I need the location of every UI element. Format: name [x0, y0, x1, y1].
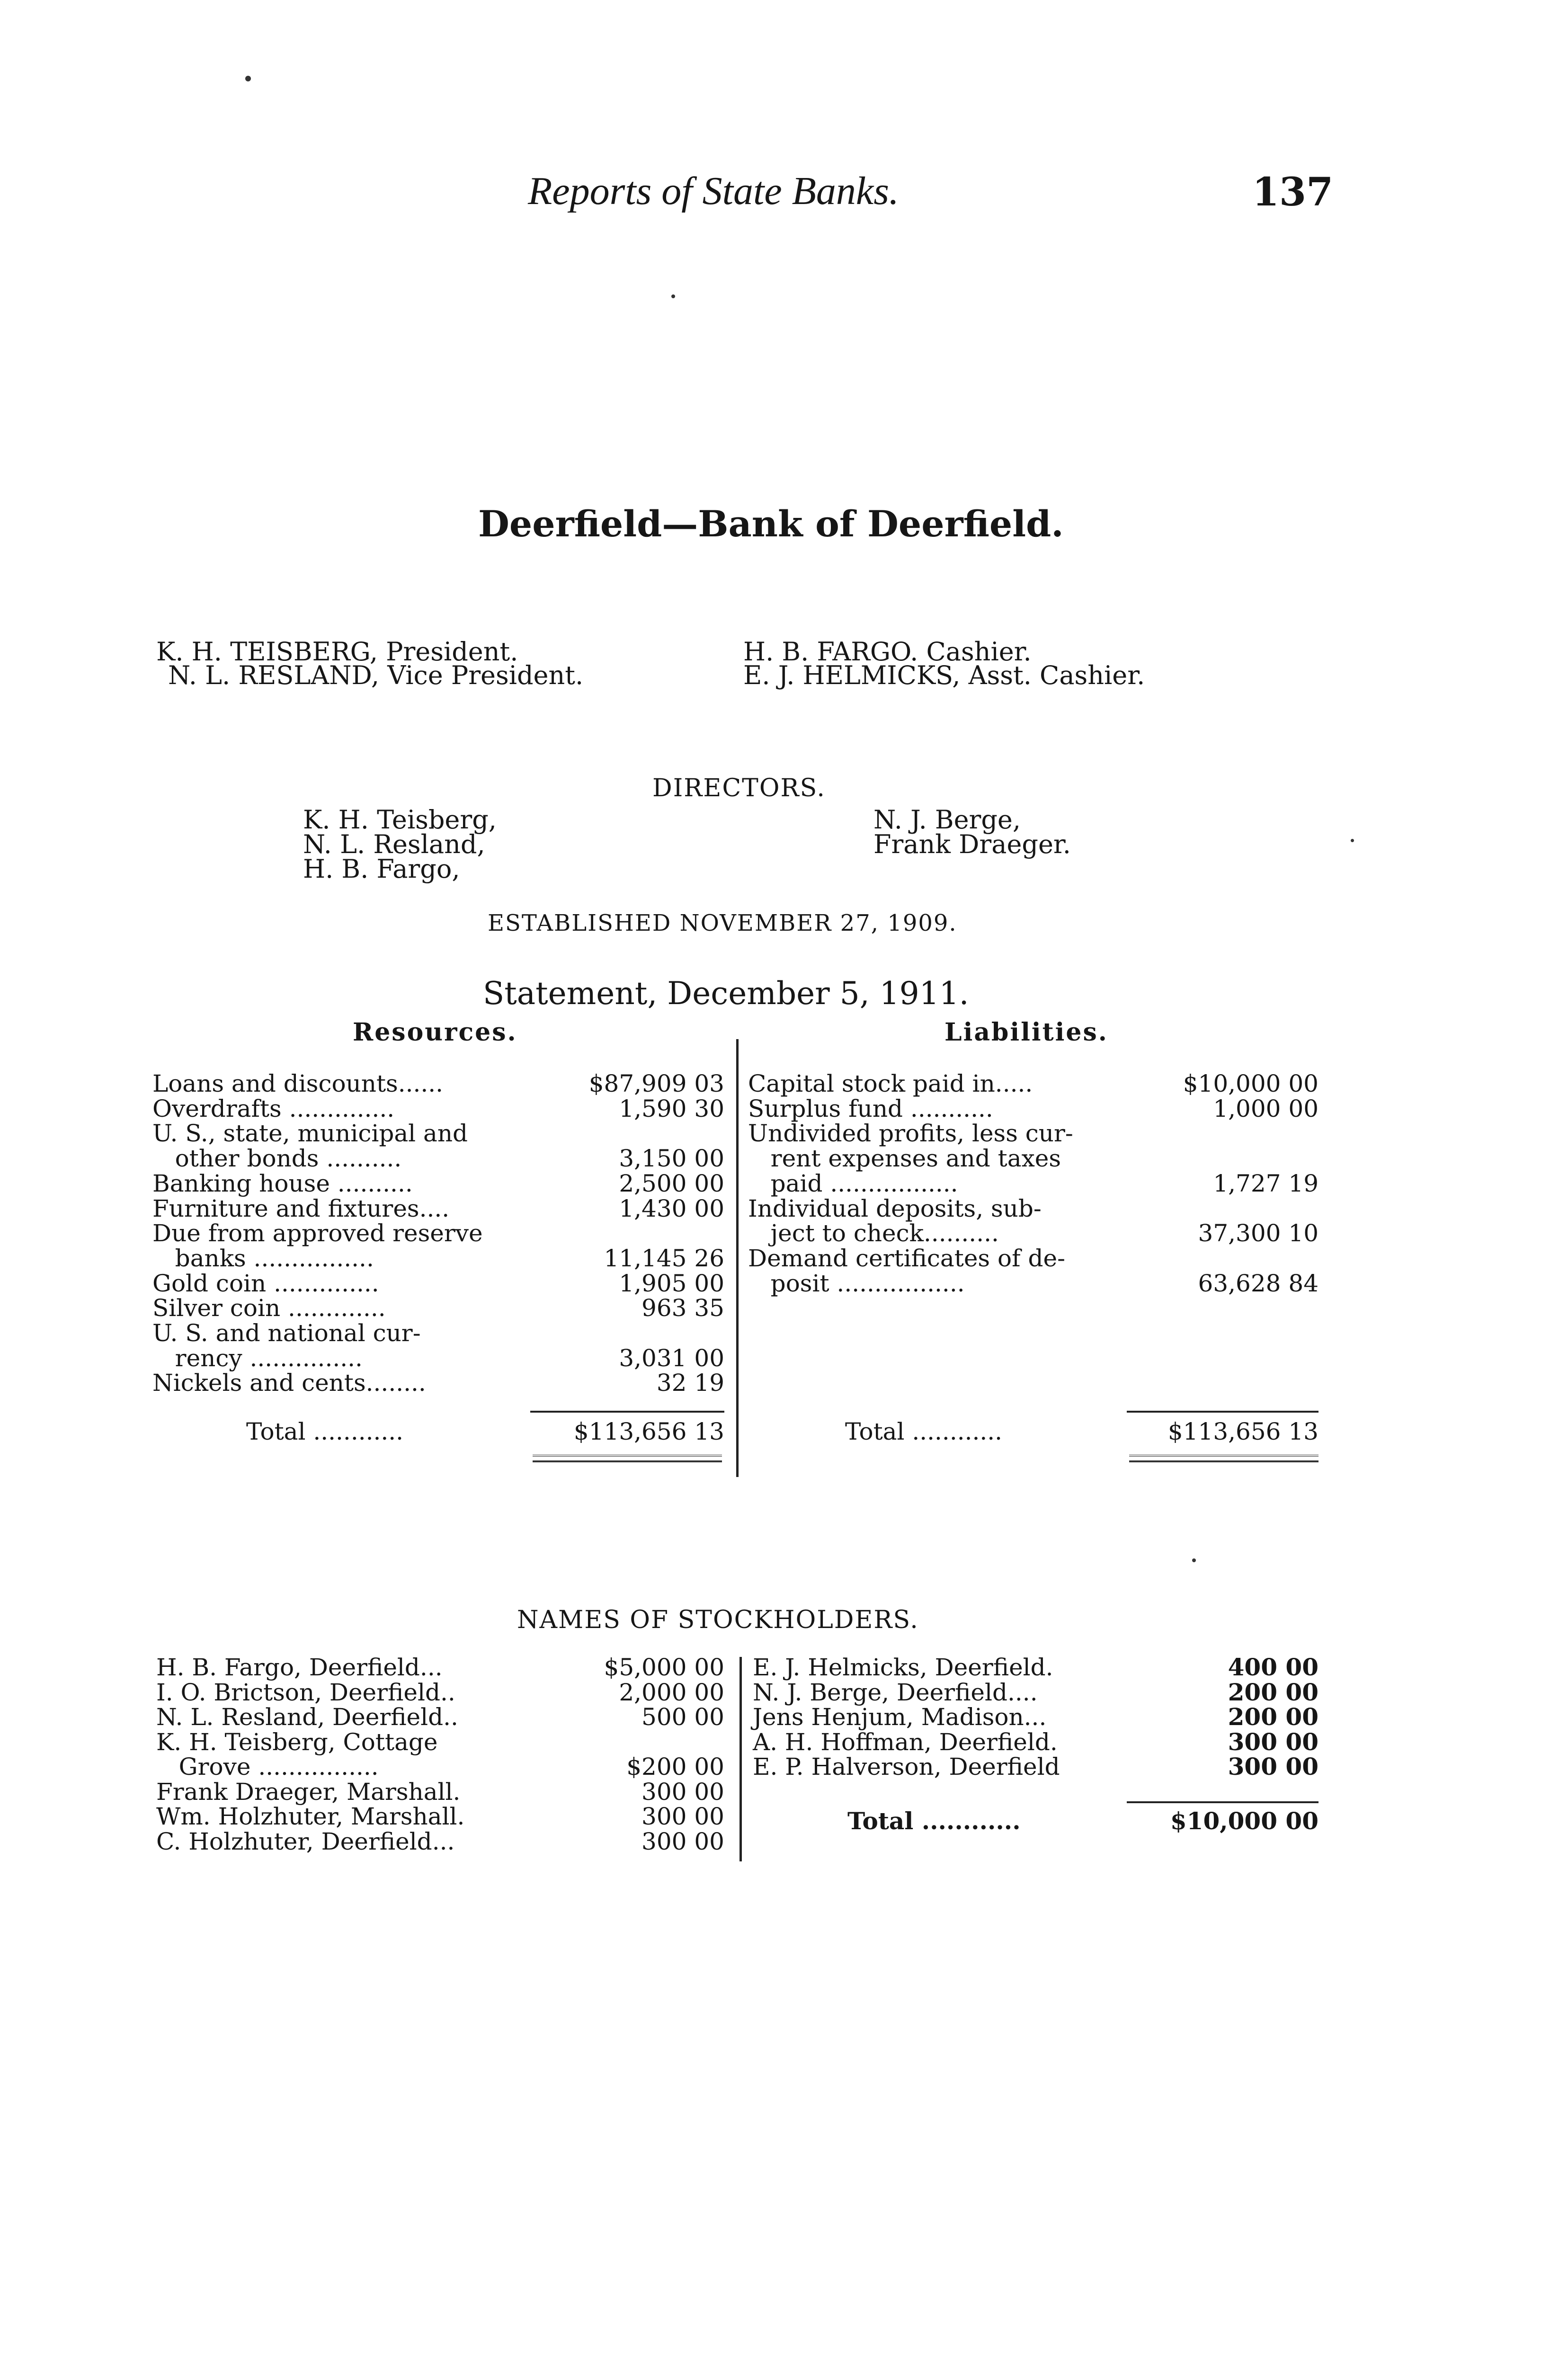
liability-row-label: Capital stock paid in.....: [748, 1070, 1033, 1097]
stockholder-row: [156, 1729, 724, 1755]
stockholder-row: [156, 1829, 724, 1854]
liability-row-label: posit .................: [748, 1269, 965, 1297]
resources-total-rule: [530, 1411, 724, 1413]
liability-row: [748, 1096, 1319, 1121]
stockholders-total-row: [847, 1808, 1319, 1834]
resource-row-amount: 3,031 00: [619, 1344, 724, 1372]
resource-row-amount: 1,590 30: [619, 1095, 724, 1122]
stockholder-row: [156, 1804, 724, 1829]
resources-total-row: [246, 1419, 724, 1444]
resource-row: [152, 1171, 724, 1196]
scan-speck: [1351, 839, 1354, 842]
resource-row-amount: 963 35: [641, 1294, 724, 1322]
stockholders-heading: NAMES OF STOCKHOLDERS.: [517, 1606, 919, 1634]
resource-row: [152, 1370, 724, 1396]
resources-total-amount: $113,656 13: [573, 1418, 724, 1445]
stockholder-row: [156, 1680, 724, 1705]
stockholder-row-label: K. H. Teisberg, Cottage: [156, 1728, 438, 1756]
stockholder-row-amount: 300 00: [1228, 1727, 1319, 1756]
officer-vice-president: N. L. RESLAND, Vice President.: [168, 660, 584, 690]
stockholder-row-amount: 300 00: [641, 1778, 724, 1806]
directors-heading: DIRECTORS.: [652, 774, 826, 802]
resource-row-label: U. S. and national cur-: [152, 1319, 421, 1347]
stockholder-row-label: Jens Henjum, Madison...: [753, 1703, 1047, 1731]
director-name: N. L. Resland,: [303, 829, 485, 859]
liability-row-label: rent expenses and taxes: [748, 1145, 1061, 1173]
stockholder-row-label: I. O. Brictson, Deerfield..: [156, 1678, 455, 1706]
liability-row: [748, 1146, 1319, 1171]
running-title: Reports of State Banks.: [528, 169, 899, 213]
stockholder-row: [753, 1680, 1319, 1705]
resource-row-amount: 2,500 00: [619, 1169, 724, 1197]
stockholder-row-amount: $200 00: [626, 1753, 724, 1780]
resource-row-amount: 1,905 00: [619, 1269, 724, 1297]
stockholder-row-label: Wm. Holzhuter, Marshall.: [156, 1803, 465, 1830]
stockholder-row: [156, 1754, 724, 1780]
stockholder-row-amount: 300 00: [641, 1803, 724, 1830]
stockholder-row-amount: $5,000 00: [604, 1654, 724, 1681]
stockholder-row-label: C. Holzhuter, Deerfield...: [156, 1827, 455, 1855]
stockholder-row-amount: 300 00: [641, 1827, 724, 1855]
resource-row: [152, 1320, 724, 1346]
resource-row-label: Furniture and fixtures....: [152, 1194, 450, 1222]
officer-asst-cashier: E. J. HELMICKS, Asst. Cashier.: [743, 660, 1145, 690]
stockholder-row-label: E. J. Helmicks, Deerfield.: [753, 1654, 1053, 1681]
liability-row-label: Demand certificates of de-: [748, 1244, 1065, 1272]
liability-row-label: Individual deposits, sub-: [748, 1194, 1042, 1222]
resource-row: [152, 1345, 724, 1371]
director-name: N. J. Berge,: [873, 805, 1021, 835]
scan-speck: [671, 294, 675, 298]
resources-total-label: Total ............: [246, 1418, 404, 1445]
resource-row-label: Banking house ..........: [152, 1169, 413, 1197]
officer-cashier: H. B. FARGO. Cashier.: [743, 637, 1032, 667]
resource-row-label: rency ...............: [152, 1344, 363, 1372]
resource-row: [152, 1071, 724, 1096]
resource-row: [152, 1220, 724, 1246]
stockholders-total-amount: $10,000 00: [1170, 1807, 1319, 1835]
stockholder-row-amount: 2,000 00: [619, 1678, 724, 1706]
resources-total-double-rule: [533, 1455, 722, 1462]
liability-row-label: Surplus fund ...........: [748, 1095, 993, 1122]
liability-row-amount: 37,300 10: [1198, 1219, 1319, 1247]
liability-row: [748, 1246, 1319, 1271]
stockholder-row-amount: 400 00: [1228, 1653, 1319, 1681]
stockholder-row-label: N. J. Berge, Deerfield....: [753, 1678, 1038, 1706]
stockholder-row-label: N. L. Resland, Deerfield..: [156, 1703, 458, 1731]
liabilities-total-amount: $113,656 13: [1167, 1418, 1319, 1445]
liability-row-label: Undivided profits, less cur-: [748, 1120, 1073, 1148]
stockholder-row-label: Frank Draeger, Marshall.: [156, 1778, 461, 1806]
stockholders-total-label: Total ............: [847, 1807, 1021, 1835]
stockholder-row-label: A. H. Hoffman, Deerfield.: [753, 1728, 1058, 1756]
stockholder-row: [753, 1704, 1319, 1730]
resource-row-label: Due from approved reserve: [152, 1219, 483, 1247]
liabilities-total-double-rule: [1129, 1455, 1319, 1462]
liabilities-total-label: Total ............: [845, 1418, 1003, 1445]
stockholder-row-amount: 500 00: [641, 1703, 724, 1731]
resource-row: [152, 1196, 724, 1221]
stockholder-row-label: E. P. Halverson, Deerfield: [753, 1753, 1060, 1780]
stockholders-column-divider: [739, 1657, 742, 1861]
liability-row-label: ject to check..........: [748, 1219, 999, 1247]
director-name: H. B. Fargo,: [303, 854, 460, 884]
resource-row: [152, 1146, 724, 1171]
resource-row-amount: 11,145 26: [604, 1244, 724, 1272]
resource-row: [152, 1271, 724, 1296]
resource-row-label: Gold coin ..............: [152, 1269, 379, 1297]
stockholder-row: [753, 1729, 1319, 1755]
resource-row-label: Silver coin .............: [152, 1294, 386, 1322]
liability-row-amount: 63,628 84: [1198, 1269, 1319, 1297]
bank-title: Deerfield—Bank of Deerfield.: [478, 503, 1064, 545]
director-name: K. H. Teisberg,: [303, 805, 497, 835]
resource-row-label: Loans and discounts......: [152, 1070, 444, 1097]
liabilities-heading: Liabilities.: [944, 1018, 1108, 1047]
liability-row: [748, 1071, 1319, 1096]
stockholder-row-label: Grove ................: [156, 1753, 379, 1780]
statement-column-divider: [736, 1039, 739, 1477]
resource-row-amount: 1,430 00: [619, 1194, 724, 1222]
stockholder-row-amount: 200 00: [1228, 1678, 1319, 1706]
liability-row-amount: 1,000 00: [1213, 1095, 1319, 1122]
liability-row: [748, 1171, 1319, 1196]
stockholder-row-label: H. B. Fargo, Deerfield...: [156, 1654, 443, 1681]
liability-row: [748, 1196, 1319, 1221]
stockholder-row-amount: 200 00: [1228, 1703, 1319, 1731]
resource-row: [152, 1121, 724, 1146]
stockholder-row: [156, 1779, 724, 1805]
resource-row: [152, 1096, 724, 1121]
scan-speck: [1192, 1558, 1196, 1562]
statement-title: Statement, December 5, 1911.: [483, 975, 969, 1012]
liability-row-amount: $10,000 00: [1183, 1070, 1319, 1097]
page-number: 137: [1252, 169, 1334, 215]
resource-row-label: banks ................: [152, 1244, 374, 1272]
liability-row-label: paid .................: [748, 1169, 958, 1197]
liability-row: [748, 1271, 1319, 1296]
stockholder-row-amount: 300 00: [1228, 1753, 1319, 1780]
liability-row-amount: 1,727 19: [1213, 1169, 1319, 1197]
resource-row: [152, 1246, 724, 1271]
stockholder-row: [156, 1655, 724, 1680]
director-name: Frank Draeger.: [873, 829, 1071, 859]
resource-row-amount: 32 19: [656, 1369, 724, 1397]
officer-president: K. H. TEISBERG, President.: [156, 637, 518, 667]
resource-row-label: other bonds ..........: [152, 1145, 402, 1173]
stockholder-row: [156, 1704, 724, 1730]
liabilities-total-row: [845, 1419, 1319, 1444]
liability-row: [748, 1220, 1319, 1246]
liabilities-total-rule: [1127, 1411, 1319, 1413]
resource-row-amount: 3,150 00: [619, 1145, 724, 1173]
established-date: ESTABLISHED NOVEMBER 27, 1909.: [488, 910, 957, 936]
resource-row-label: U. S., state, municipal and: [152, 1120, 468, 1148]
stockholder-row: [753, 1754, 1319, 1780]
resource-row-label: Overdrafts ..............: [152, 1095, 395, 1122]
resource-row-label: Nickels and cents........: [152, 1369, 426, 1397]
stockholder-row: [753, 1655, 1319, 1680]
scan-speck: [245, 76, 251, 81]
liability-row: [748, 1121, 1319, 1146]
stockholders-total-rule: [1127, 1801, 1319, 1803]
resource-row-amount: $87,909 03: [588, 1070, 724, 1097]
resources-heading: Resources.: [353, 1018, 517, 1047]
resource-row: [152, 1295, 724, 1321]
